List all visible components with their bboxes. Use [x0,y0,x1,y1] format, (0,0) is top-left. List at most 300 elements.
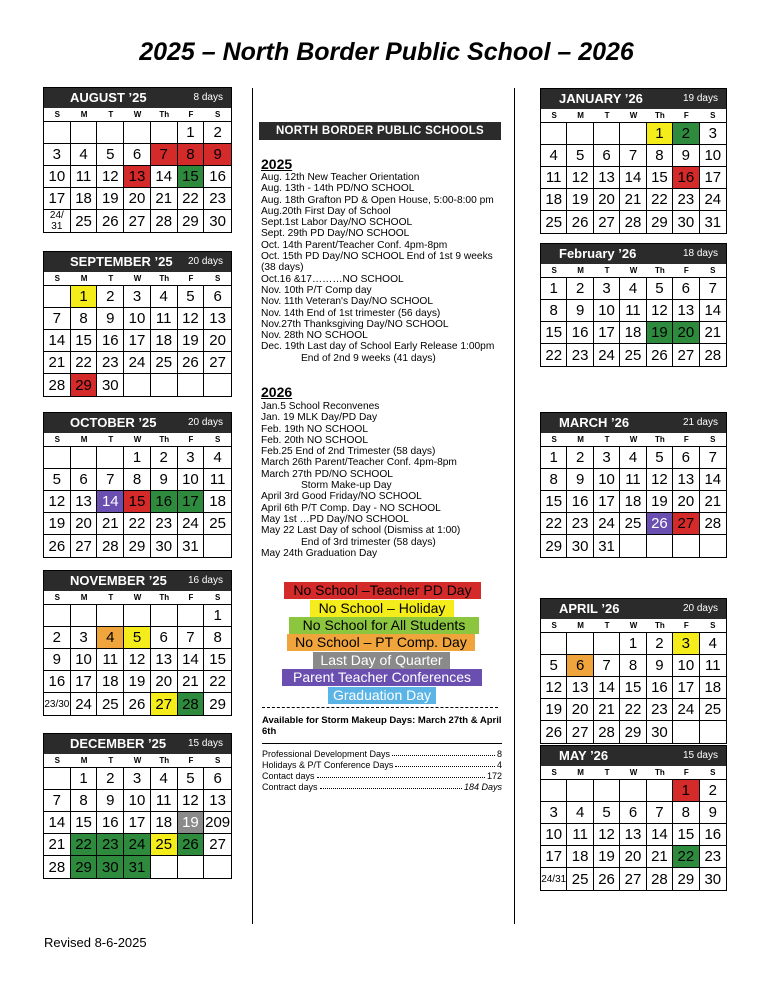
weekday-label: T [604,266,610,275]
calendar-august [43,87,232,233]
day-cell: 14 [178,649,205,671]
day-cell [44,122,71,144]
day-cell: 9 [204,144,231,166]
day-cell: 16 [97,812,124,834]
day-cell: 13 [71,491,98,513]
weekday-label: S [551,435,557,444]
summary-row [262,749,502,759]
weekday-label: S [214,756,221,765]
day-cell: 28 [44,856,71,878]
day-cell [151,605,178,627]
day-cell: 14 [44,812,71,834]
day-cell: 10 [594,469,620,491]
day-cell: 15 [541,491,567,513]
calendar-event: Dec. 19th Last day of School Early Release 1:00pm [261,341,495,353]
day-cell: 6 [567,655,593,677]
day-cell: 5 [178,286,205,308]
day-cell: 15 [620,677,646,699]
day-cell: 14 [620,167,646,189]
day-grid [541,633,726,743]
month-name: MARCH ’26 [559,415,630,430]
day-cell: 1 [71,286,98,308]
day-cell: 12 [647,300,673,322]
day-cell: 22 [204,671,231,693]
weekday-header-row [541,264,726,278]
day-cell: 17 [124,330,151,352]
day-cell [71,122,98,144]
year-2026-heading: 2026 [261,384,293,400]
day-cell: 13 [567,677,593,699]
day-cell [567,780,593,802]
day-cell [541,633,567,655]
day-cell: 11 [700,655,726,677]
weekday-label: S [54,593,61,602]
day-cell: 27 [124,210,151,232]
day-cell: 13 [594,167,620,189]
day-cell: 12 [178,308,205,330]
day-cell: 21 [178,671,205,693]
day-cell: 7 [700,447,726,469]
calendar-event: Jan. 19 MLK Day/PD Day [261,412,378,424]
day-cell [178,605,205,627]
day-cell: 10 [700,145,726,167]
day-cell: 24 [700,189,726,211]
summary-label: Contact days [262,771,315,781]
calendar-event: Nov. 11th Veteran's Day/NO SCHOOL [261,296,433,308]
day-cell: 8 [124,469,151,491]
calendar-event: (38 days) [261,262,304,274]
day-cell: 16 [673,167,699,189]
day-cell: 27 [204,352,231,374]
school-days-count: 15 days [682,750,718,761]
weekday-label: Th [655,111,665,120]
month-header [44,252,231,272]
day-cell: 20 [124,188,151,210]
day-cell [647,535,673,557]
day-grid [44,447,231,557]
day-cell [97,447,124,469]
day-cell: 18 [97,671,124,693]
day-cell: 29 [541,535,567,557]
day-cell [151,856,178,878]
day-cell: 7 [647,802,673,824]
day-cell: 5 [541,655,567,677]
day-cell: 19 [178,330,205,352]
day-cell: 3 [594,447,620,469]
month-header [44,88,231,108]
day-cell: 23 [204,188,231,210]
day-cell: 8 [620,655,646,677]
calendar-event: Oct. 14th Parent/Teacher Conf. 4pm-8pm [261,239,448,251]
day-cell: 10 [178,469,205,491]
day-cell: 31 [178,535,205,557]
day-cell [541,780,567,802]
weekday-label: S [710,768,716,777]
day-cell: 3 [71,627,98,649]
day-cell: 18 [151,812,178,834]
weekday-label: F [188,756,194,765]
day-cell: 17 [673,677,699,699]
day-cell: 21 [151,188,178,210]
day-grid [541,123,726,233]
calendar-event: Oct. 15th PD Day/NO SCHOOL End of 1st 9 weeks [261,251,493,263]
day-cell: 6 [124,144,151,166]
month-name: AUGUST ’25 [70,90,147,105]
calendar-december [43,733,232,879]
weekday-label: S [710,111,716,120]
day-cell: 1 [204,605,231,627]
day-cell: 22 [178,188,205,210]
day-cell: 19 [567,189,593,211]
day-cell [647,780,673,802]
day-cell: 21 [97,513,124,535]
school-days-count: 20 days [682,603,718,614]
day-cell [71,605,98,627]
day-cell [620,780,646,802]
month-name: JANUARY ’26 [559,91,643,106]
day-cell: 20 [71,513,98,535]
day-cell: 23 [647,699,673,721]
day-cell: 26 [647,344,673,366]
day-cell: 12 [97,166,124,188]
legend-item: No School for All Students [289,617,479,634]
day-cell: 2 [647,633,673,655]
weekday-header-row [44,433,231,447]
weekday-label: W [133,110,142,119]
day-grid [541,447,726,557]
day-cell: 24/31 [541,868,567,890]
calendar-april [540,598,727,744]
day-cell: 6 [71,469,98,491]
day-cell: 26 [44,535,71,557]
day-cell [178,374,205,396]
calendar-may [540,745,727,891]
day-cell: 24 [594,344,620,366]
day-cell: 16 [647,677,673,699]
day-cell: 25 [541,211,567,233]
weekday-label: T [108,435,114,444]
day-cell: 5 [97,144,124,166]
school-days-count: 15 days [187,738,223,749]
day-cell: 17 [594,491,620,513]
weekday-label: S [551,266,557,275]
day-cell: 25 [151,834,178,856]
day-cell: 19 [541,699,567,721]
day-cell [594,123,620,145]
day-cell: 24/ 31 [44,210,71,232]
left-divider [252,88,253,924]
calendar-event: Storm Make-up Day [301,480,392,492]
month-header [44,413,231,433]
weekday-label: S [551,768,557,777]
leader-dots [317,771,485,778]
day-cell: 19 [647,322,673,344]
day-cell: 2 [97,768,124,790]
day-cell: 6 [594,145,620,167]
weekday-label: S [214,593,221,602]
events-2025-list [261,172,516,364]
day-cell: 22 [541,344,567,366]
day-cell: 27 [71,535,98,557]
weekday-label: Th [159,435,170,444]
day-cell: 30 [97,856,124,878]
day-cell: 11 [71,166,98,188]
day-cell: 19 [124,671,151,693]
day-cell: 18 [620,491,646,513]
day-cell: 7 [594,655,620,677]
day-cell: 20 [151,671,178,693]
school-days-count: 8 days [193,92,223,103]
day-cell: 29 [209,695,226,713]
day-cell: 5 [594,802,620,824]
day-cell: 8 [541,300,567,322]
weekday-header-row [541,766,726,780]
day-cell: 23 [97,352,124,374]
month-header [541,413,726,433]
weekday-label: F [683,621,689,630]
day-cell: 29 [620,721,646,743]
year-2025-heading: 2025 [261,156,293,172]
day-cell: 2 [97,286,124,308]
weekday-label: W [629,266,638,275]
month-name: SEPTEMBER ’25 [70,254,173,269]
day-cell [620,123,646,145]
day-grid [541,278,726,366]
day-cell: 20 [673,322,699,344]
page-title: 2025 – North Border Public School – 2026 [139,38,634,66]
weekday-label: T [604,435,610,444]
day-cell: 11 [97,649,124,671]
legend-item: No School – PT Comp. Day [287,634,475,651]
day-cell: 15 [673,824,699,846]
day-cell: 4 [620,278,646,300]
calendar-event: End of 2nd 9 weeks (41 days) [301,352,436,364]
day-cell: 22 [71,834,98,856]
day-cell [97,122,124,144]
day-cell: 22 [541,513,567,535]
day-cell: 14 [700,300,726,322]
weekday-header-row [541,109,726,123]
day-cell: 28 [151,210,178,232]
weekday-label: W [629,111,638,120]
day-cell: 26 [567,211,593,233]
day-cell: 24 [124,352,151,374]
weekday-label: Th [159,110,170,119]
day-cell: 17 [124,812,151,834]
day-cell: 7 [44,790,71,812]
day-cell: 4 [97,627,124,649]
day-cell [151,122,178,144]
day-cell: 17 [71,671,98,693]
day-cell: 8 [71,308,98,330]
day-cell: 22 [620,699,646,721]
day-cell: 25 [620,513,646,535]
day-cell: 3 [44,144,71,166]
calendar-february [540,243,727,367]
day-cell: 10 [673,655,699,677]
weekday-label: S [54,110,61,119]
month-header [541,89,726,109]
weekday-label: W [133,756,142,765]
month-header [541,599,726,619]
day-cell: 26 [178,352,205,374]
day-grid [541,780,726,890]
weekday-label: T [604,768,610,777]
day-cell: 29 [71,374,98,396]
leader-dots [392,749,495,756]
calendar-event: March 27th PD/NO SCHOOL [261,468,393,480]
weekday-label: M [80,274,88,283]
weekday-label: F [683,111,689,120]
summary-value: 8 [496,749,502,759]
weekday-label: S [551,621,557,630]
month-header [44,571,231,591]
day-cell: 26 [178,834,205,856]
day-cell: 3 [673,633,699,655]
calendar-event: Nov. 10th P/T Comp day [261,284,372,296]
calendar-event: Nov. 28th NO SCHOOL [261,330,368,342]
weekday-label: M [577,768,584,777]
day-cell: 8 [71,790,98,812]
legend-divider [262,707,498,708]
legend-item: No School – Holiday [310,600,454,617]
calendar-event: May 24th Graduation Day [261,547,378,559]
weekday-label: S [214,274,221,283]
day-cell: 10 [124,308,151,330]
day-cell: 26 [97,210,124,232]
weekday-label: S [710,621,716,630]
summary-divider [262,743,502,744]
weekday-label: Th [159,593,170,602]
day-cell: 15 [71,330,98,352]
day-cell: 11 [620,469,646,491]
day-cell: 18 [204,491,231,513]
day-cell: 2 [673,123,699,145]
day-cell: 16 [44,671,71,693]
day-cell: 11 [151,308,178,330]
day-cell: 14 [700,469,726,491]
weekday-header-row [541,619,726,633]
day-cell: 28 [620,211,646,233]
day-cell: 9 [567,300,593,322]
day-cell: 6 [673,447,699,469]
day-grid [44,286,231,396]
day-cell [97,605,124,627]
day-cell [204,856,231,878]
day-cell: 18 [620,322,646,344]
day-cell [594,633,620,655]
day-cell: 4 [620,447,646,469]
month-name: OCTOBER ’25 [70,415,157,430]
day-cell: 20 [673,491,699,513]
weekday-label: S [710,435,716,444]
day-cell: 27 [151,693,178,715]
day-cell: 209 [204,812,231,834]
day-cell: 23 [700,846,726,868]
day-cell: 6 [620,802,646,824]
day-cell: 26 [124,693,151,715]
day-cell: 23/30 [44,693,71,715]
legend-item: Last Day of Quarter [313,652,450,669]
weekday-label: M [80,756,88,765]
day-cell: 5 [647,278,673,300]
day-cell: 26 [541,721,567,743]
calendar-event: Aug. 12th New Teacher Orientation [261,172,420,183]
day-cell: 12 [44,491,71,513]
day-cell: 18 [151,330,178,352]
weekday-label: S [551,111,557,120]
day-cell: 10 [44,166,71,188]
weekday-label: M [80,435,88,444]
day-cell: 10 [71,649,98,671]
summary-value: 172 [486,771,502,781]
day-cell: 4 [151,286,178,308]
day-cell: 22 [673,846,699,868]
day-cell: 18 [541,189,567,211]
day-cell: 21 [44,834,71,856]
weekday-label: W [629,435,638,444]
weekday-label: T [604,621,610,630]
day-cell: 16 [151,491,178,513]
day-cell: 4 [71,144,98,166]
day-cell: 11 [620,300,646,322]
calendar-event: April 3rd Good Friday/NO SCHOOL [261,491,422,503]
calendar-event: Aug.20th First Day of School [261,205,391,217]
day-cell: 2 [204,122,231,144]
day-cell: 30 [209,212,226,230]
calendar-event: April 6th P/T Comp. Day - NO SCHOOL [261,502,441,514]
day-cell: 9 [97,308,124,330]
day-cell: 16 [204,166,231,188]
day-cell: 8 [647,145,673,167]
day-cell: 24 [124,834,151,856]
day-cell: 20 [204,330,231,352]
day-cell: 30 [97,374,124,396]
month-header [541,746,726,766]
day-cell: 3 [594,278,620,300]
calendar-october [43,412,232,558]
day-cell: 19 [178,812,205,834]
day-cell: 15 [647,167,673,189]
day-cell: 28 [178,693,205,715]
day-cell: 14 [594,677,620,699]
calendar-event: Nov.27th Thanksgiving Day/NO SCHOOL [261,318,449,330]
calendar-event: Sept. 29th PD Day/NO SCHOOL [261,228,410,240]
day-cell: 28 [594,721,620,743]
weekday-label: F [188,274,194,283]
day-cell: 3 [124,286,151,308]
day-cell [204,535,231,557]
day-cell: 5 [567,145,593,167]
day-cell: 21 [700,491,726,513]
day-cell: 27 [567,721,593,743]
day-cell: 23 [97,834,124,856]
weekday-label: Th [655,768,665,777]
day-cell: 25 [97,693,124,715]
day-cell: 23 [151,513,178,535]
day-cell: 14 [44,330,71,352]
day-cell: 22 [647,189,673,211]
day-cell: 11 [151,790,178,812]
day-cell: 30 [647,721,673,743]
day-cell: 1 [647,123,673,145]
day-cell: 28 [700,513,726,535]
day-cell: 10 [594,300,620,322]
day-cell: 21 [647,846,673,868]
day-cell [594,780,620,802]
weekday-header-row [44,591,231,605]
day-cell: 13 [673,300,699,322]
